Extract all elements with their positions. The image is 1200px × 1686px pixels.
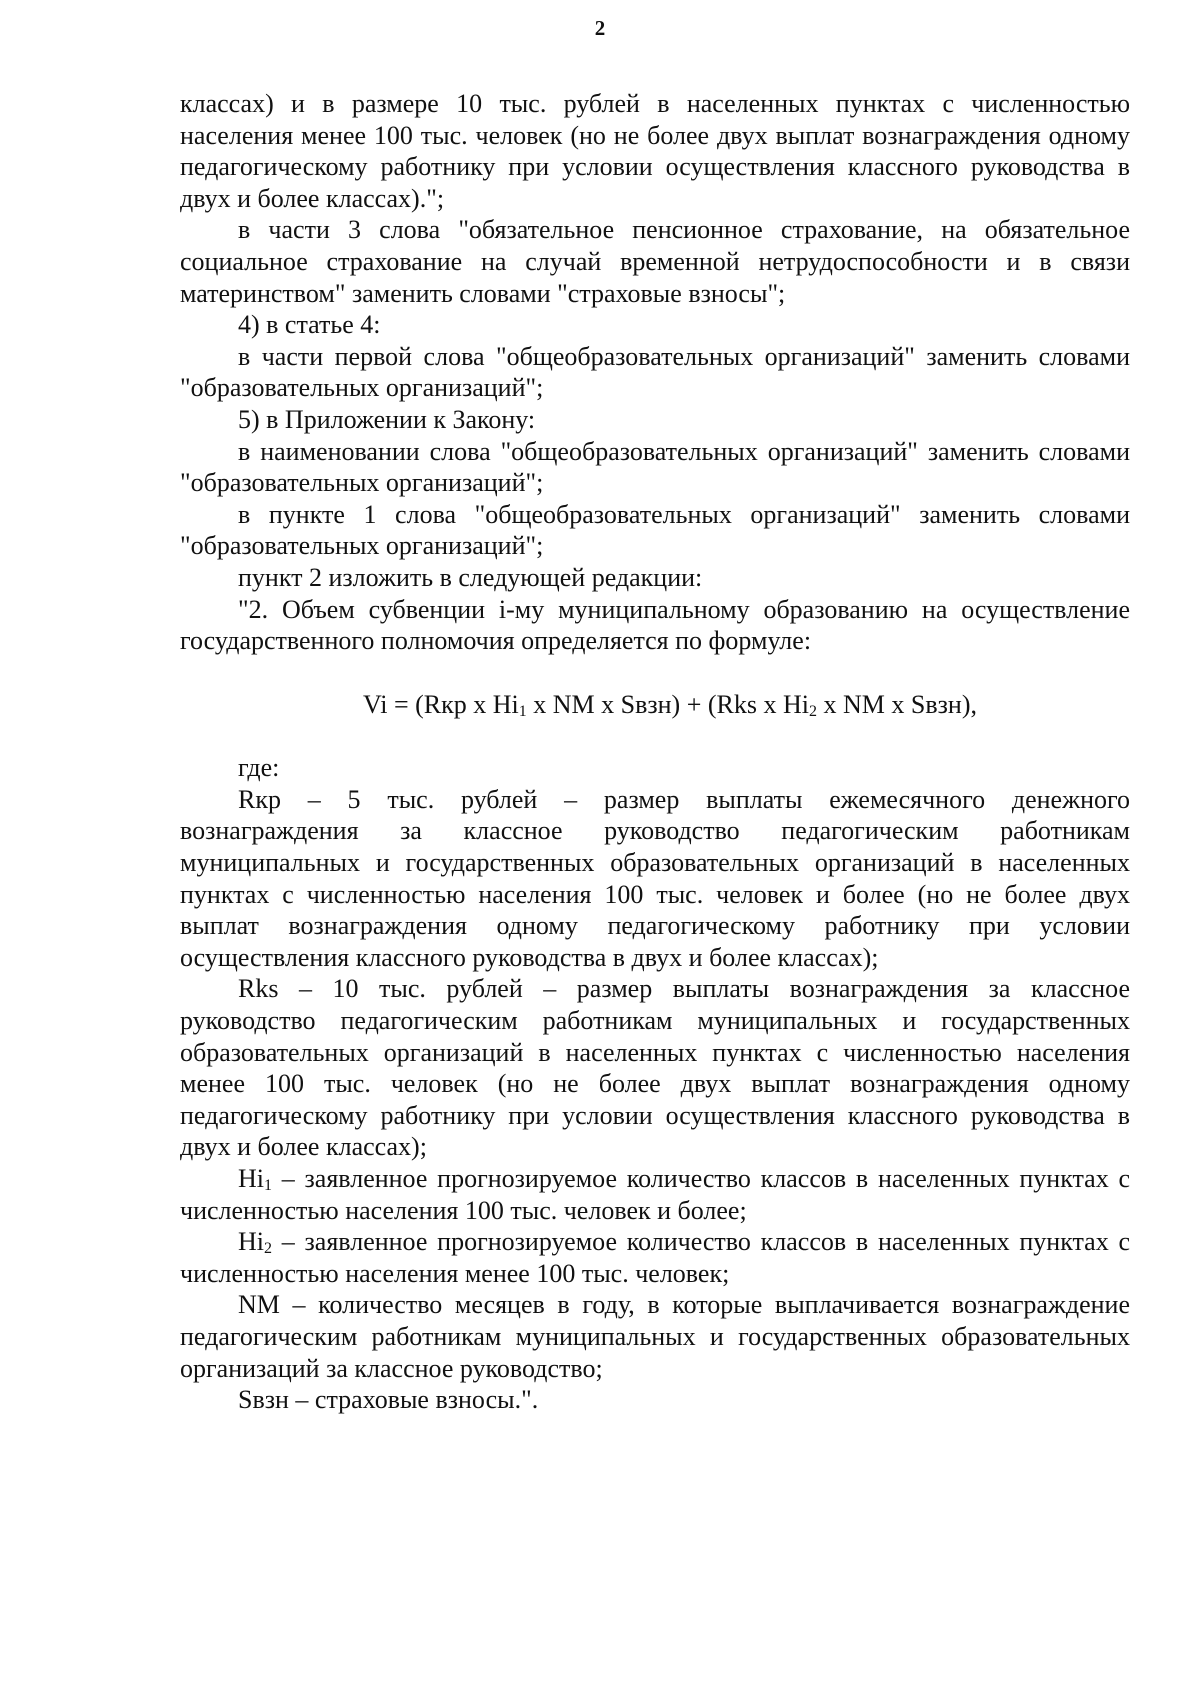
definition-hi2 [180,1226,1130,1289]
subvention-formula [180,689,1130,721]
paragraph-subvention-volume: "2. Объем субвенции i-му муниципальному образованию на осуществление государственного полномочия определяется по формуле: [180,594,1130,656]
hi2-symbol: Hi [238,1227,264,1257]
hi1-subscript: 1 [264,1177,272,1194]
definition-rks: Rks – 10 тыс. рублей – размер выплаты вознаграждения за классное руководство педагогическим работникам муниципальных и государственных образовательных организаций в населенных пунктах с численностью населения менее 100 тыс. человек (но не более двух выплат вознаграждения одному педагогическому работнику при условии осуществления классного руководства в двух и более классах); [180,974,1130,1162]
hi2-subscript: 2 [264,1240,272,1258]
definition-nm: NM – количество месяцев в году, в которые выплачивается вознаграждение педагогическим работникам муниципальных и государственных образовательных организаций за классное руководство; [180,1290,1130,1383]
paragraph-appendix-point2: пункт 2 изложить в следующей редакции: [238,562,703,592]
hi1-text: – заявленное прогнозируемое количество классов в населенных пунктах с численностью населения 100 тыс. человек и более; [180,1164,1130,1225]
definition-hi1 [180,1163,1130,1226]
paragraph-appendix-title: в наименовании слова "общеобразовательных организаций" заменить словами "образовательных организаций"; [180,436,1130,498]
page-number: 2 [594,16,606,40]
formula-part-2: х NM х Sвзн) + (Rks х Hi [526,689,809,719]
formula-subscript-1: 1 [518,702,527,720]
formula-subscript-2: 2 [809,702,817,720]
paragraph-continuation: классах) и в размере 10 тыс. рублей в населенных пунктах с численностью населения менее 100 тыс. человек (но не более двух выплат вознаграждения одному педагогическому работнику при условии осуществления классного руководства в двух и более классах)."; [180,89,1130,213]
definition-sbzn: Sвзн – страховые взносы.". [238,1385,539,1415]
definition-rkp: Rкр – 5 тыс. рублей – размер выплаты ежемесячного денежного вознаграждения за классное руководство педагогическим работникам муниципальных и государственных образовательных организаций в населенных пунктах с численностью населения 100 тыс. человек и более (но не более двух выплат вознаграждения одному педагогическому работнику при условии осуществления классного руководства в двух и более классах); [180,784,1130,972]
paragraph-part3: в части 3 слова "обязательное пенсионное страхование, на обязательное социальное страхование на случай временной нетрудоспособности и в связи материнством" заменить словами "страховые взносы"; [180,215,1130,308]
formula-part-3: х NM х Sвзн), [817,689,977,719]
document-body [180,88,1130,1416]
hi1-symbol: Hi [238,1164,264,1193]
paragraph-article4: 4) в статье 4: [238,310,381,340]
paragraph-appendix-point1: в пункте 1 слова "общеобразовательных организаций" заменить словами "образовательных организаций"; [180,499,1130,561]
where-label: где: [238,753,280,783]
hi2-text: – заявленное прогнозируемое количество классов в населенных пунктах с численностью населения менее 100 тыс. человек; [180,1227,1130,1288]
formula-part-1: Vi = (Rкр х Hi [363,689,519,719]
paragraph-article4-part1: в части первой слова "общеобразовательных организаций" заменить словами "образовательных организаций"; [180,341,1130,403]
paragraph-appendix: 5) в Приложении к Закону: [238,404,536,434]
